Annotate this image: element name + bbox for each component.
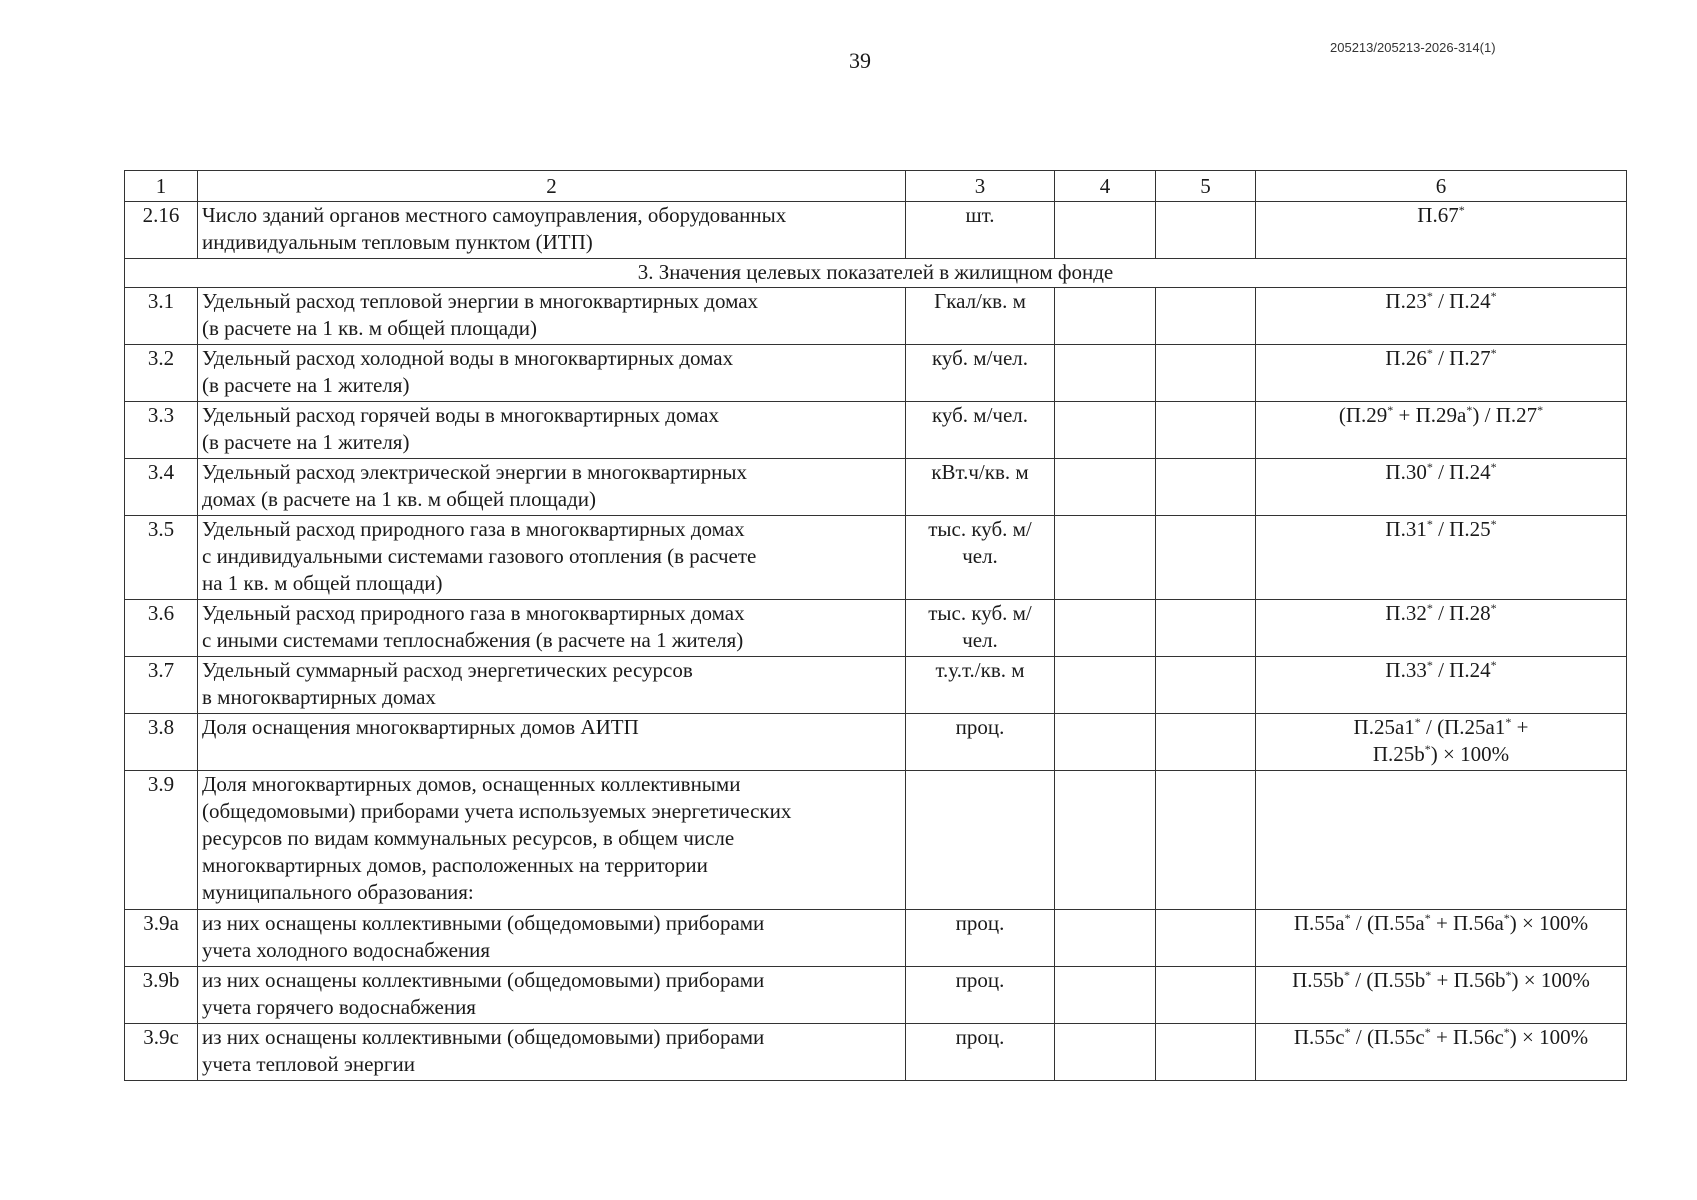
empty-cell [1156, 910, 1256, 967]
header-cell: 1 [125, 171, 198, 202]
empty-cell [1156, 516, 1256, 600]
row-description: Удельный расход природного газа в многоквартирных домах с иными системами теплоснабжения (в расчете на 1 жителя) [198, 600, 906, 657]
row-number: 3.9 [125, 771, 198, 910]
row-unit: проц. [906, 714, 1055, 771]
page-number: 39 [849, 48, 871, 73]
empty-cell [1055, 345, 1156, 402]
row-formula: П.30* / П.24* [1256, 459, 1627, 516]
row-formula: П.55а* / (П.55а* + П.56а*) × 100% [1256, 910, 1627, 967]
row-description: Удельный расход горячей воды в многоквартирных домах (в расчете на 1 жителя) [198, 402, 906, 459]
empty-cell [1156, 288, 1256, 345]
indicators-table [124, 170, 1627, 1081]
empty-cell [1156, 1024, 1256, 1081]
section-header-row [125, 259, 1627, 288]
row-number: 3.2 [125, 345, 198, 402]
row-unit: проц. [906, 1024, 1055, 1081]
empty-cell [1055, 967, 1156, 1024]
row-unit: куб. м/чел. [906, 402, 1055, 459]
row-formula: П.55c* / (П.55c* + П.56c*) × 100% [1256, 1024, 1627, 1081]
header-cell: 3 [906, 171, 1055, 202]
row-formula: П.32* / П.28* [1256, 600, 1627, 657]
empty-cell [1055, 459, 1156, 516]
row-formula: П.31* / П.25* [1256, 516, 1627, 600]
table-row [125, 345, 1627, 402]
empty-cell [1156, 714, 1256, 771]
row-description: из них оснащены коллективными (общедомовыми) приборами учета тепловой энергии [198, 1024, 906, 1081]
table-row [125, 1024, 1627, 1081]
row-number: 3.8 [125, 714, 198, 771]
row-formula: П.55b* / (П.55b* + П.56b*) × 100% [1256, 967, 1627, 1024]
table-row [125, 402, 1627, 459]
empty-cell [1156, 202, 1256, 259]
header-cell: 2 [198, 171, 906, 202]
row-description: Удельный расход тепловой энергии в многоквартирных домах (в расчете на 1 кв. м общей площади) [198, 288, 906, 345]
row-number: 3.5 [125, 516, 198, 600]
row-number: 3.9b [125, 967, 198, 1024]
table-row [125, 600, 1627, 657]
row-number: 3.1 [125, 288, 198, 345]
row-number: 3.9а [125, 910, 198, 967]
empty-cell [1256, 771, 1627, 910]
empty-cell [1055, 202, 1156, 259]
table-row [125, 459, 1627, 516]
row-unit: Гкал/кв. м [906, 288, 1055, 345]
row-description: Удельный расход электрической энергии в многоквартирных домах (в расчете на 1 кв. м общей площади) [198, 459, 906, 516]
row-description: из них оснащены коллективными (общедомовыми) приборами учета горячего водоснабжения [198, 967, 906, 1024]
header-cell: 5 [1156, 171, 1256, 202]
header-cell: 6 [1256, 171, 1627, 202]
empty-cell [1156, 600, 1256, 657]
section-title: 3. Значения целевых показателей в жилищном фонде [125, 259, 1627, 288]
row-description: Доля многоквартирных домов, оснащенных коллективными (общедомовыми) приборами учета используемых энергетических ресурсов по видам коммунальных ресурсов, в общем числе многоквартирных домов, расположенных на территории муниципального образования: [198, 771, 906, 910]
table-row [125, 714, 1627, 771]
row-description: Число зданий органов местного самоуправления, оборудованных индивидуальным тепловым пунктом (ИТП) [198, 202, 906, 259]
header-cell: 4 [1055, 171, 1156, 202]
row-unit: кВт.ч/кв. м [906, 459, 1055, 516]
row-number: 2.16 [125, 202, 198, 259]
row-formula: П.67* [1256, 202, 1627, 259]
empty-cell [1156, 771, 1256, 910]
table-row [125, 771, 1627, 910]
row-description: Доля оснащения многоквартирных домов АИТП [198, 714, 906, 771]
row-formula: П.23* / П.24* [1256, 288, 1627, 345]
row-unit: т.у.т./кв. м [906, 657, 1055, 714]
row-description: Удельный суммарный расход энергетических ресурсов в многоквартирных домах [198, 657, 906, 714]
row-unit: шт. [906, 202, 1055, 259]
table-row [125, 910, 1627, 967]
row-formula: (П.29* + П.29а*) / П.27* [1256, 402, 1627, 459]
row-description: Удельный расход природного газа в многоквартирных домах с индивидуальными системами газового отопления (в расчете на 1 кв. м общей площади) [198, 516, 906, 600]
empty-cell [1055, 600, 1156, 657]
empty-cell [1055, 288, 1156, 345]
row-number: 3.4 [125, 459, 198, 516]
empty-cell [1156, 345, 1256, 402]
document-code: 205213/205213-2026-314(1) [1330, 40, 1496, 55]
empty-cell [1055, 714, 1156, 771]
table-row [125, 967, 1627, 1024]
row-unit: куб. м/чел. [906, 345, 1055, 402]
row-number: 3.7 [125, 657, 198, 714]
row-unit: тыс. куб. м/ чел. [906, 600, 1055, 657]
empty-cell [1156, 402, 1256, 459]
row-description: из них оснащены коллективными (общедомовыми) приборами учета холодного водоснабжения [198, 910, 906, 967]
empty-cell [1156, 657, 1256, 714]
row-unit: проц. [906, 910, 1055, 967]
table-row [125, 657, 1627, 714]
row-formula: П.25а1* / (П.25а1* + П.25b*) × 100% [1256, 714, 1627, 771]
row-number: 3.9c [125, 1024, 198, 1081]
row-formula: П.26* / П.27* [1256, 345, 1627, 402]
empty-cell [1055, 771, 1156, 910]
empty-cell [1055, 910, 1156, 967]
table-row [125, 288, 1627, 345]
row-formula: П.33* / П.24* [1256, 657, 1627, 714]
empty-cell [1156, 967, 1256, 1024]
empty-cell [1055, 516, 1156, 600]
row-number: 3.6 [125, 600, 198, 657]
empty-cell [906, 771, 1055, 910]
row-description: Удельный расход холодной воды в многоквартирных домах (в расчете на 1 жителя) [198, 345, 906, 402]
empty-cell [1055, 657, 1156, 714]
empty-cell [1156, 459, 1256, 516]
empty-cell [1055, 402, 1156, 459]
table-header-row [125, 171, 1627, 202]
table-row [125, 516, 1627, 600]
table-row [125, 202, 1627, 259]
row-unit: проц. [906, 967, 1055, 1024]
row-unit: тыс. куб. м/ чел. [906, 516, 1055, 600]
row-number: 3.3 [125, 402, 198, 459]
empty-cell [1055, 1024, 1156, 1081]
